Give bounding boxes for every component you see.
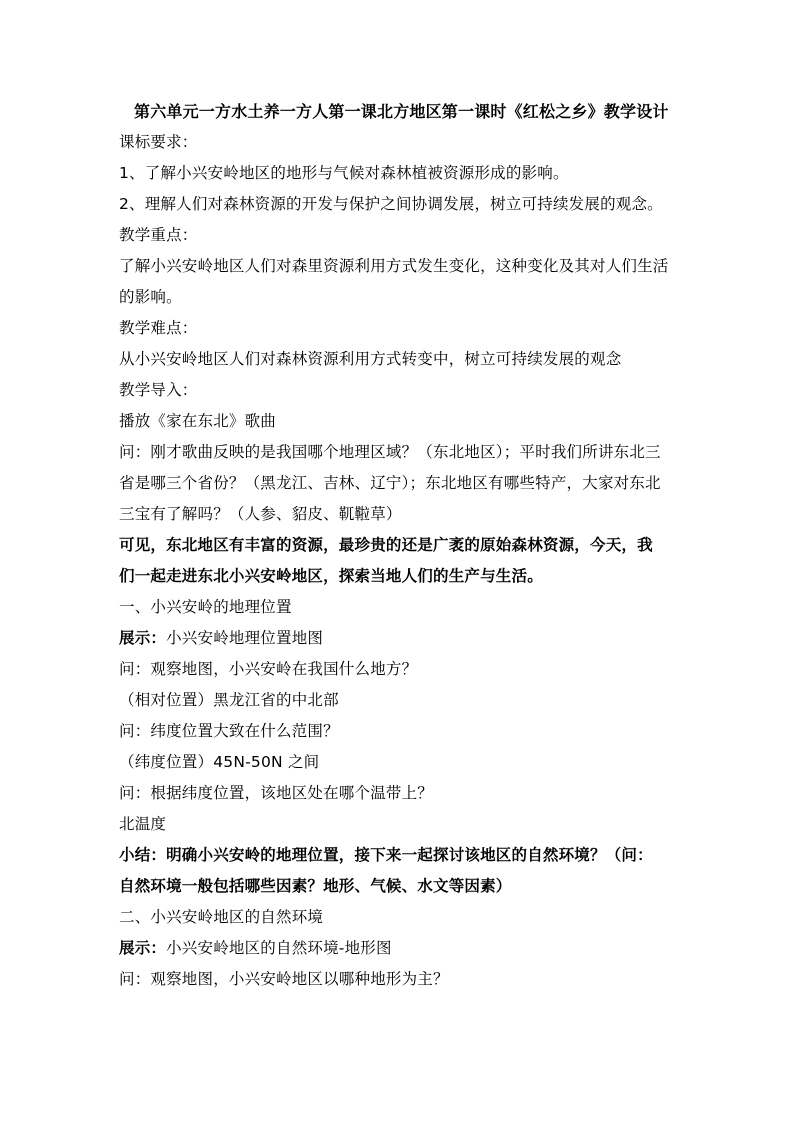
key-points-text-line-2: 的影响。 <box>119 288 182 306</box>
difficulty-text: 从小兴安岭地区人们对森林资源利用方式转变中，树立可持续发展的观念 <box>119 350 622 368</box>
document-body <box>119 96 679 995</box>
section-1-answer-3: 北温度 <box>119 815 167 833</box>
intro-question-line-2: 省是哪三个省份？（黑龙江、吉林、辽宁）；东北地区有哪些特产，大家对东北 <box>119 474 661 492</box>
section-1-question-1: 问：观察地图，小兴安岭在我国什么地方？ <box>119 660 418 678</box>
section-1-answer-1: （相对位置）黑龙江省的中北部 <box>119 691 339 709</box>
section-2-show-text: 小兴安岭地区的自然环境-地形图 <box>166 939 392 957</box>
intro-bold-line-1: 可见，东北地区有丰富的资源，最珍贵的还是广袤的原始森林资源，今天，我 <box>119 536 653 554</box>
section-2-show <box>119 933 679 964</box>
key-points-text-line-1: 了解小兴安岭地区人们对森里资源利用方式发生变化，这种变化及其对人们生活 <box>119 257 669 275</box>
section-2-question-1: 问：观察地图，小兴安岭地区以哪种地形为主？ <box>119 970 449 988</box>
section-1-question-3: 问：根据纬度位置，该地区处在哪个温带上？ <box>119 784 434 802</box>
difficulty-heading: 教学难点： <box>119 319 198 337</box>
intro-question-line-3: 三宝有了解吗？（人参、貂皮、靰鞡草） <box>119 505 402 523</box>
key-points-heading: 教学重点： <box>119 226 198 244</box>
intro-bold-line-2: 们一起走进东北小兴安岭地区，探索当地人们的生产与生活。 <box>119 567 543 585</box>
curriculum-item-1: 1、了解小兴安岭地区的地形与气候对森林植被资源形成的影响。 <box>119 164 569 182</box>
summary-line-1: 小结：明确小兴安岭的地理位置，接下来一起探讨该地区的自然环境？（问： <box>119 846 653 864</box>
section-2-show-label: 展示： <box>119 939 167 957</box>
section-1-show <box>119 623 679 654</box>
curriculum-heading: 课标要求： <box>119 133 198 151</box>
intro-heading: 教学导入： <box>119 381 198 399</box>
section-2-heading: 二、小兴安岭地区的自然环境 <box>119 908 324 926</box>
section-1-heading: 一、小兴安岭的地理位置 <box>119 598 292 616</box>
section-1-show-text: 小兴安岭地理位置地图 <box>166 629 324 647</box>
section-1-question-2: 问：纬度位置大致在什么范围？ <box>119 722 339 740</box>
intro-song: 播放《家在东北》歌曲 <box>119 412 277 430</box>
section-1-show-label: 展示： <box>119 629 167 647</box>
intro-question-line-1: 问：刚才歌曲反映的是我国哪个地理区域？（东北地区）；平时我们所讲东北三 <box>119 443 661 461</box>
summary-line-2: 自然环境一般包括哪些因素？地形、气候、水文等因素） <box>119 877 512 895</box>
document-title: 第六单元一方水土养一方人第一课北方地区第一课时《红松之乡》教学设计 <box>134 102 669 121</box>
curriculum-item-2: 2、理解人们对森林资源的开发与保护之间协调发展，树立可持续发展的观念。 <box>119 195 663 213</box>
section-1-answer-2: （纬度位置）45N-50N 之间 <box>119 753 320 771</box>
